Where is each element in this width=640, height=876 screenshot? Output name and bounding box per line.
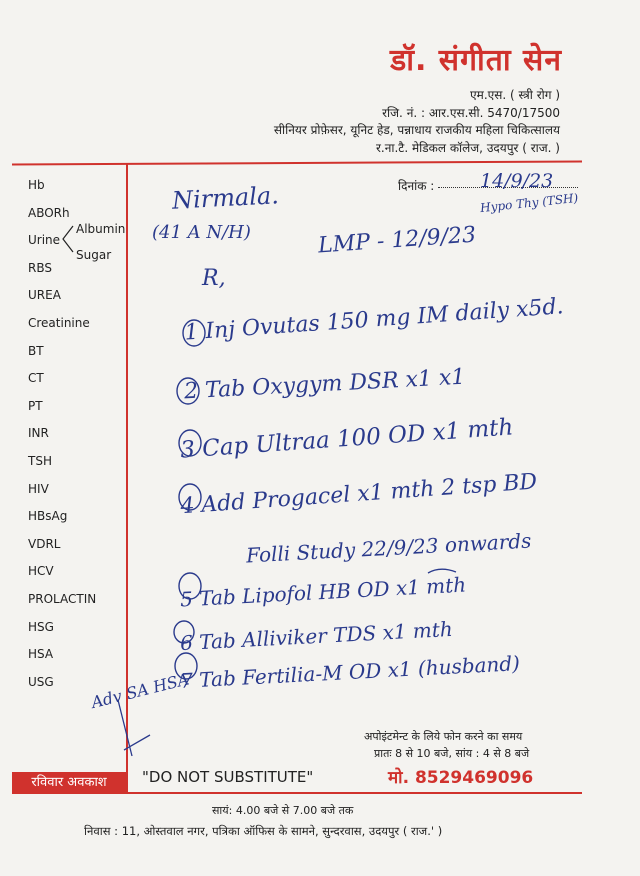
test-item: HCV bbox=[28, 564, 54, 579]
phone-number: मो. 8529469096 bbox=[388, 768, 534, 788]
sunday-off-badge: रविवार अवकाश bbox=[12, 772, 126, 794]
test-item: HSG bbox=[28, 619, 54, 634]
test-item: HSA bbox=[28, 647, 54, 662]
test-item: BT bbox=[28, 343, 44, 358]
test-item: UREA bbox=[28, 288, 61, 303]
lmp-date: LMP - 12/9/23 bbox=[317, 222, 477, 259]
doctor-name: डॉ. संगीता सेन bbox=[390, 43, 562, 78]
test-item: RBS bbox=[28, 260, 52, 275]
left-margin-note: Adv SA HSA bbox=[89, 669, 191, 713]
date-label: दिनांक : bbox=[398, 179, 435, 193]
test-item: PROLACTIN bbox=[28, 591, 97, 606]
test-item: Urine bbox=[28, 233, 61, 248]
registration-number: रजि. नं. : आर.एस.सी. 5470/17500 bbox=[382, 106, 560, 120]
patient-age: (41 A N/H) bbox=[152, 222, 251, 243]
handwritten-note: Hypo Thy (TSH) bbox=[479, 190, 579, 216]
rx-item-1: 1 Inj Ovutas 150 mg IM daily x5d. bbox=[183, 294, 565, 346]
test-item: CT bbox=[28, 371, 44, 386]
test-item: Hb bbox=[28, 178, 45, 192]
test-item: USG bbox=[28, 674, 54, 689]
appointment-note: अपोइंटमेन्ट के लिये फोन करने का समय bbox=[364, 730, 523, 743]
test-item: HBsAg bbox=[28, 509, 68, 524]
test-item: INR bbox=[28, 426, 49, 441]
residence-address: निवास : 11, ओस्तवाल नगर, पत्रिका ऑफिस के सामने, सुन्दरवास, उदयपुर ( राज.' ) bbox=[84, 824, 443, 838]
rx-item-6: 6 Tab Alliviker TDS x1 mth bbox=[179, 616, 454, 656]
test-item: VDRL bbox=[28, 536, 61, 551]
test-item: Creatinine bbox=[28, 315, 90, 330]
rx-item-5: 5 Tab Lipofol HB OD x1 mth bbox=[179, 572, 467, 612]
evening-hours: सायं: 4.00 बजे से 7.00 बजे तक bbox=[212, 804, 354, 817]
urine-sugar: Sugar bbox=[76, 248, 112, 262]
test-item: PT bbox=[28, 398, 43, 413]
urine-albumin: Albumin bbox=[76, 222, 126, 236]
designation: सीनियर प्रोफ़ेसर, यूनिट हेड, पन्नाधाय राजकीय महिला चिकित्सालय bbox=[273, 123, 560, 137]
test-item: ABORh bbox=[28, 205, 70, 220]
rx-item-3: 3 Cap Ultraa 100 OD x1 mth bbox=[179, 414, 515, 464]
rx-item-4: 4 Add Progacel x1 mth 2 tsp BD bbox=[179, 469, 538, 520]
college: र.ना.टै. मेडिकल कॉलेज, उदयपुर ( राज. ) bbox=[375, 141, 560, 155]
handwritten-date: 14/9/23 bbox=[480, 170, 554, 192]
patient-name: Nirmala. bbox=[171, 181, 280, 215]
footer-divider bbox=[12, 792, 582, 794]
rx-item-7: 7 Tab Fertilia-M OD x1 (husband) bbox=[179, 651, 521, 693]
appointment-time: प्रातः 8 से 10 बजे, सांय : 4 से 8 बजे bbox=[374, 747, 530, 760]
do-not-substitute: "DO NOT SUBSTITUTE" bbox=[142, 768, 314, 786]
rx-item-2: 2 Tab Oxygym DSR x1 x1 bbox=[183, 364, 466, 405]
test-item: TSH bbox=[28, 453, 52, 468]
rx-item-folli-study: Folli Study 22/9/23 onwards bbox=[245, 528, 532, 568]
rx-symbol: R, bbox=[202, 266, 226, 291]
doctor-degree: एम.एस. ( स्त्री रोग ) bbox=[470, 88, 560, 102]
test-item: HIV bbox=[28, 481, 49, 496]
